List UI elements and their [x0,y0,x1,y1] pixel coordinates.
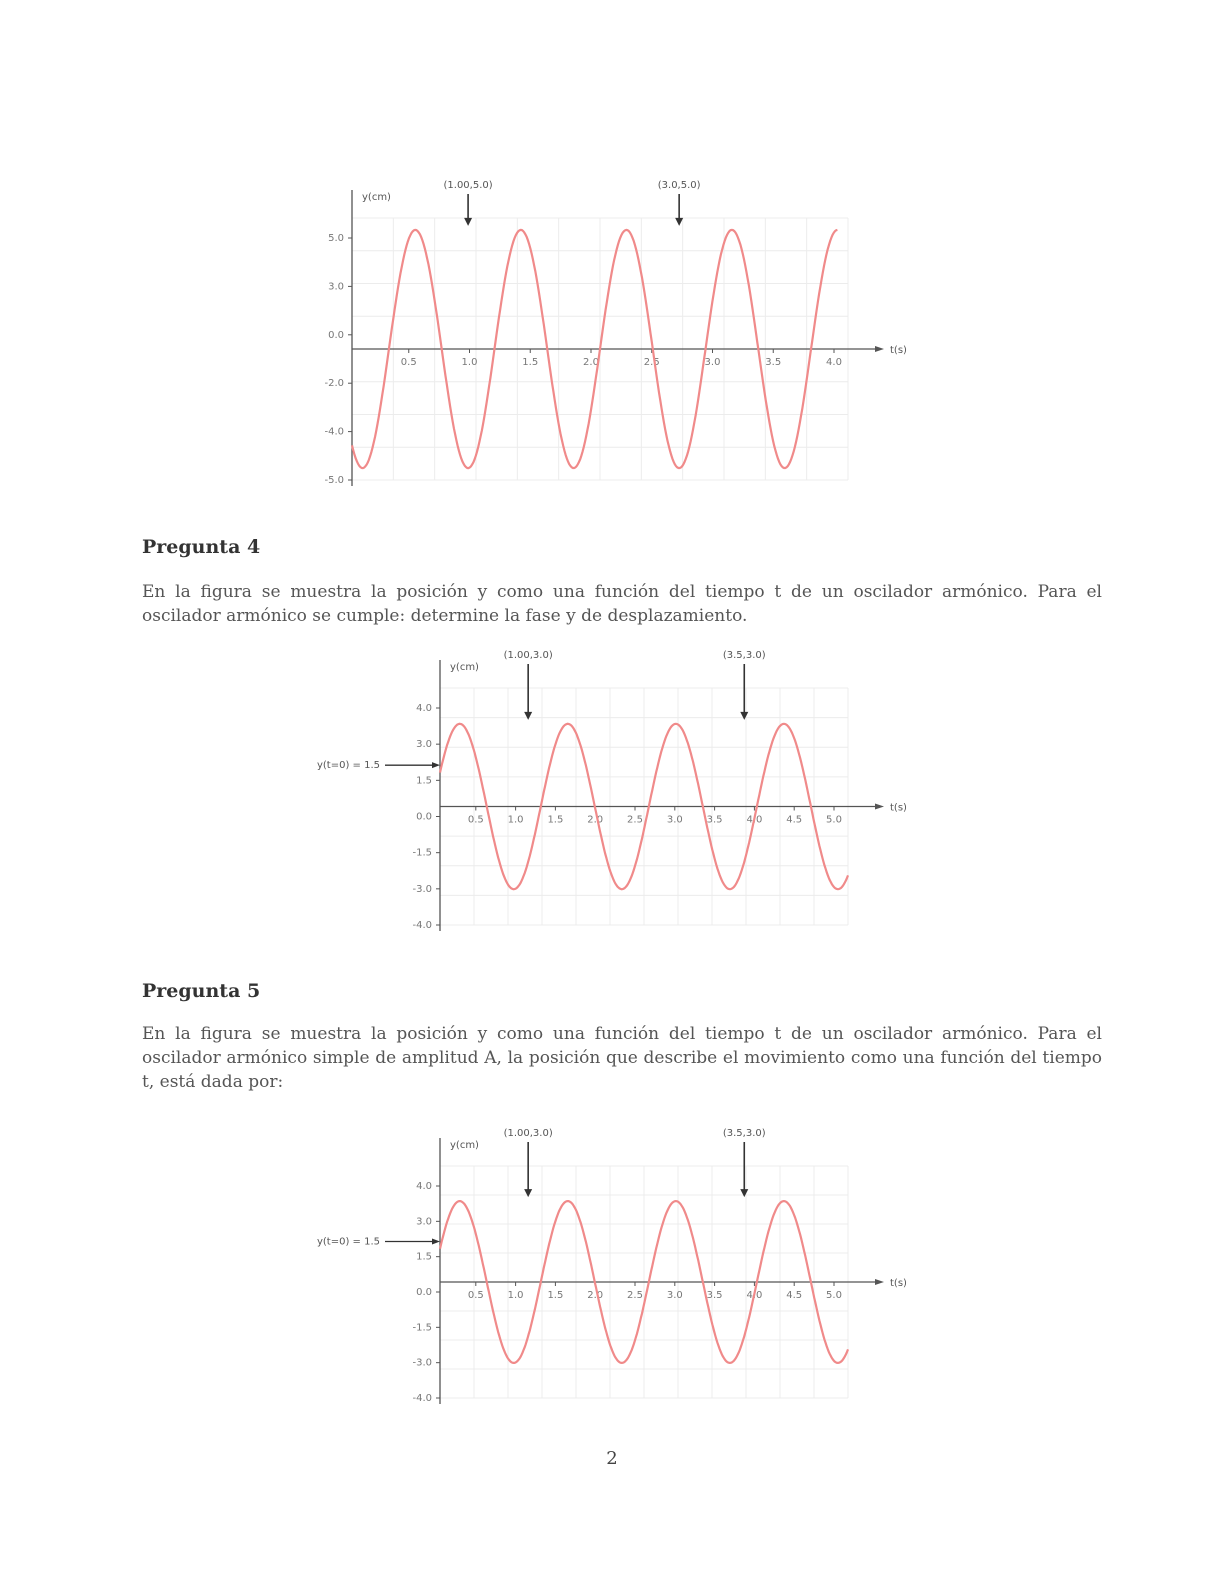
y-tick-label: -1.5 [412,1322,432,1334]
x-axis-label: t(s) [890,1278,907,1289]
x-tick-label: 2.0 [587,814,604,826]
peak-annotation-label: (1.00,5.0) [443,180,493,191]
y-tick-label: 3.0 [416,1216,432,1228]
x-tick-label: 1.5 [547,1290,564,1301]
x-tick-label: 2.0 [583,357,599,368]
x-tick-label: 3.0 [666,1290,683,1301]
y-tick-label: 3.0 [416,739,432,751]
annotation-arrow-head [524,712,532,720]
x-tick-label: 2.0 [587,1290,604,1301]
y-tick-label: -3.0 [412,1357,432,1369]
annotation-arrow-head [464,218,472,226]
y-tick-label: -4.0 [412,920,432,931]
y-tick-label: 0.0 [416,811,432,823]
chart-1 [300,170,940,500]
x-tick-label: 2.5 [643,357,660,368]
x-tick-label: 3.0 [704,357,721,368]
x-tick-label: 2.5 [627,814,643,826]
x-tick-label: 5.0 [826,1290,842,1301]
y-tick-label: -1.5 [412,847,432,859]
peak-annotation-label: (3.5,3.0) [722,1128,766,1139]
x-tick-label: 4.0 [746,814,763,826]
x-tick-label: 5.0 [826,814,842,826]
annotation-arrow-head [740,1189,748,1197]
x-tick-label: 2.5 [627,1290,643,1301]
question-5-heading: Pregunta 5 [142,980,261,1002]
x-axis-label: t(s) [890,345,907,356]
initial-value-label: y(t=0) = 1.5 [316,760,380,772]
x-tick-label: 0.5 [400,357,417,368]
y-tick-label: -3.0 [412,883,432,895]
question-4-text: En la figura se muestra la posición y como una función del tiempo t de un oscilador armónico. Para el oscilador armónico se cumple: determine la fase y de desplazamiento. [142,582,1102,626]
x-tick-label: 0.5 [467,1290,484,1301]
page-number: 2 [606,1448,618,1469]
x-tick-label: 4.5 [786,814,803,826]
x-tick-label: 1.0 [461,357,478,368]
y-tick-label: 1.5 [416,775,432,787]
annotation-arrow-head [740,712,748,720]
x-tick-label: 0.5 [467,814,484,826]
chart-3 [300,1128,940,1418]
y-tick-label: 1.5 [416,1251,432,1263]
annotation-arrow-head [524,1189,532,1197]
y-axis-label: y(cm) [362,192,391,203]
x-tick-label: 3.5 [706,814,723,826]
peak-annotation-label: (3.0,5.0) [657,180,701,191]
question-4-heading: Pregunta 4 [142,536,261,558]
y-tick-label: 4.0 [416,703,432,714]
initial-value-arrow-head [432,1239,440,1245]
y-tick-label: -2.0 [324,378,344,390]
y-tick-label: 0.0 [328,329,344,341]
peak-annotation-label: (3.5,3.0) [722,650,766,661]
annotation-arrow-head [675,218,683,226]
y-tick-label: -5.0 [324,475,344,486]
y-axis-label: y(cm) [450,1140,479,1151]
y-axis-label: y(cm) [450,662,479,673]
y-tick-label: 5.0 [328,233,344,244]
x-tick-label: 1.0 [507,1290,524,1301]
x-tick-label: 3.5 [765,357,782,368]
x-tick-label: 1.5 [522,357,539,368]
x-tick-label: 1.5 [547,814,564,826]
x-axis-label: t(s) [890,802,907,814]
y-tick-label: 3.0 [328,281,344,293]
y-tick-label: -4.0 [412,1393,432,1404]
y-tick-label: 4.0 [416,1181,432,1192]
x-tick-label: 1.0 [507,814,524,826]
x-axis-arrow [875,804,884,810]
x-tick-label: 3.0 [666,814,683,826]
initial-value-arrow-head [432,762,440,768]
peak-annotation-label: (1.00,3.0) [503,650,553,661]
x-tick-label: 4.5 [786,1290,803,1301]
initial-value-label: y(t=0) = 1.5 [316,1236,380,1248]
y-tick-label: -4.0 [324,426,344,438]
y-tick-label: 0.0 [416,1287,432,1298]
peak-annotation-label: (1.00,3.0) [503,1128,553,1139]
x-tick-label: 3.5 [706,1290,723,1301]
x-axis-arrow [875,346,884,352]
x-tick-label: 4.0 [826,357,842,368]
question-5-text: En la figura se muestra la posición y como una función del tiempo t de un oscilador armónico. Para el oscilador armónico simple de amplitud A, la posición que describe el movimiento como una función del tiempo t, está dada por: [142,1024,1102,1092]
x-axis-arrow [875,1279,884,1285]
chart-2 [300,650,940,945]
x-tick-label: 4.0 [746,1290,763,1301]
